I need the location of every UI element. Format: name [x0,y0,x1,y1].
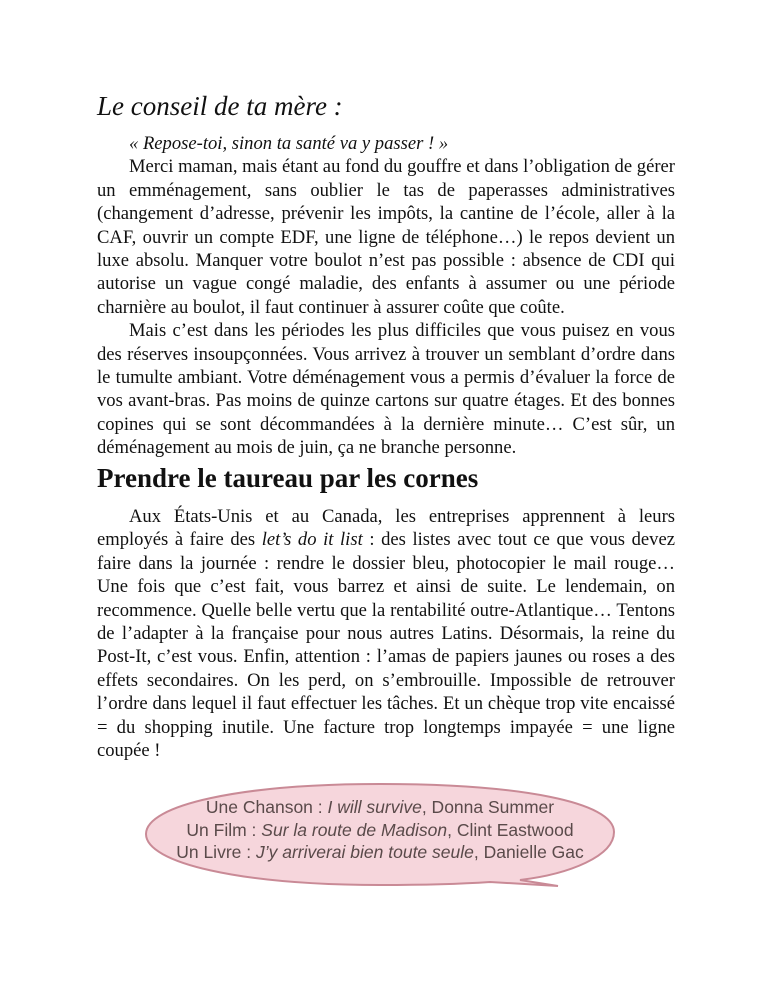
section-heading-bull-horns: Prendre le taureau par les cornes [97,463,479,493]
recommendation-book: Un Livre : J’y arriverai bien toute seule, Danielle Gac [176,842,584,862]
section-bull-horns [97,505,675,762]
paragraph-rest: : des listes avec tout ce que vous devez faire dans la journée : rendre le dossier bleu, photocopier le mail rouge… Une fois que c’est fait, vous barrez et ainsi de suite. Le lendemain, on recommence. Quelle belle vertu que la rentabilité outre-Atlantique… Tentons de l’adapter à la française pour nous autres Latins. Désormais, la reine du Post-It, c’est vous. Enfin, attention : l’amas de papiers jaunes ou roses a des effets secondaires. On les perd, on s’embrouille. Impossible de retrouver l’ordre dans lequel il faut effectuer les tâches. Et un chèque trop vite encaissé = du shopping inutile. Une facture trop longtemps impayée = une ligne coupée ! [97,529,675,762]
paragraph: Mais c’est dans les périodes les plus difficiles que vous puisez en vous des réserves insoupçonnées. Vous arrivez à trouver un semblant d’ordre dans le tumulte ambiant. Votre déménagement vous a permis d’évaluer la force de vos avant-bras. Pas moins de quinze cartons sur quatre étages. Et des bonnes copines qui se sont décommandées à la dernière minute… C’est sûr, un déménagement au mois de juin, ça ne branche personne. [97,320,675,459]
paragraph [97,505,675,762]
mother-quote: « Repose-toi, sinon ta santé va y passer ! » [129,133,449,154]
section-mother-advice [97,132,675,460]
italic-term: let’s do it list [261,529,363,551]
recommendation-film: Un Film : Sur la route de Madison, Clint Eastwood [186,819,574,840]
paragraph-start: Aux États-Unis et au Canada, les entreprises apprennent à leurs employés à faire des [97,506,675,551]
recommendations-list [150,796,610,864]
paragraph: Merci maman, mais étant au fond du gouffre et dans l’obligation de gérer un emménagement, sans oublier le tas de paperasses administratives (changement d’adresse, prévenir les impôts, la cantine de l’école, aller à la CAF, ouvrir un compte EDF, une ligne de téléphone…) le repos devient un luxe absolu. Manquer votre boulot n’est pas possible : absence de CDI qui autorise un vague congé maladie, des enfants à assumer ou une période charnière au boulot, il faut continuer à assurer coûte que coûte. [97,156,675,318]
section-heading-mother-advice: Le conseil de ta mère : [97,91,343,121]
recommendation-song: Une Chanson : I will survive, Donna Summer [205,797,555,817]
